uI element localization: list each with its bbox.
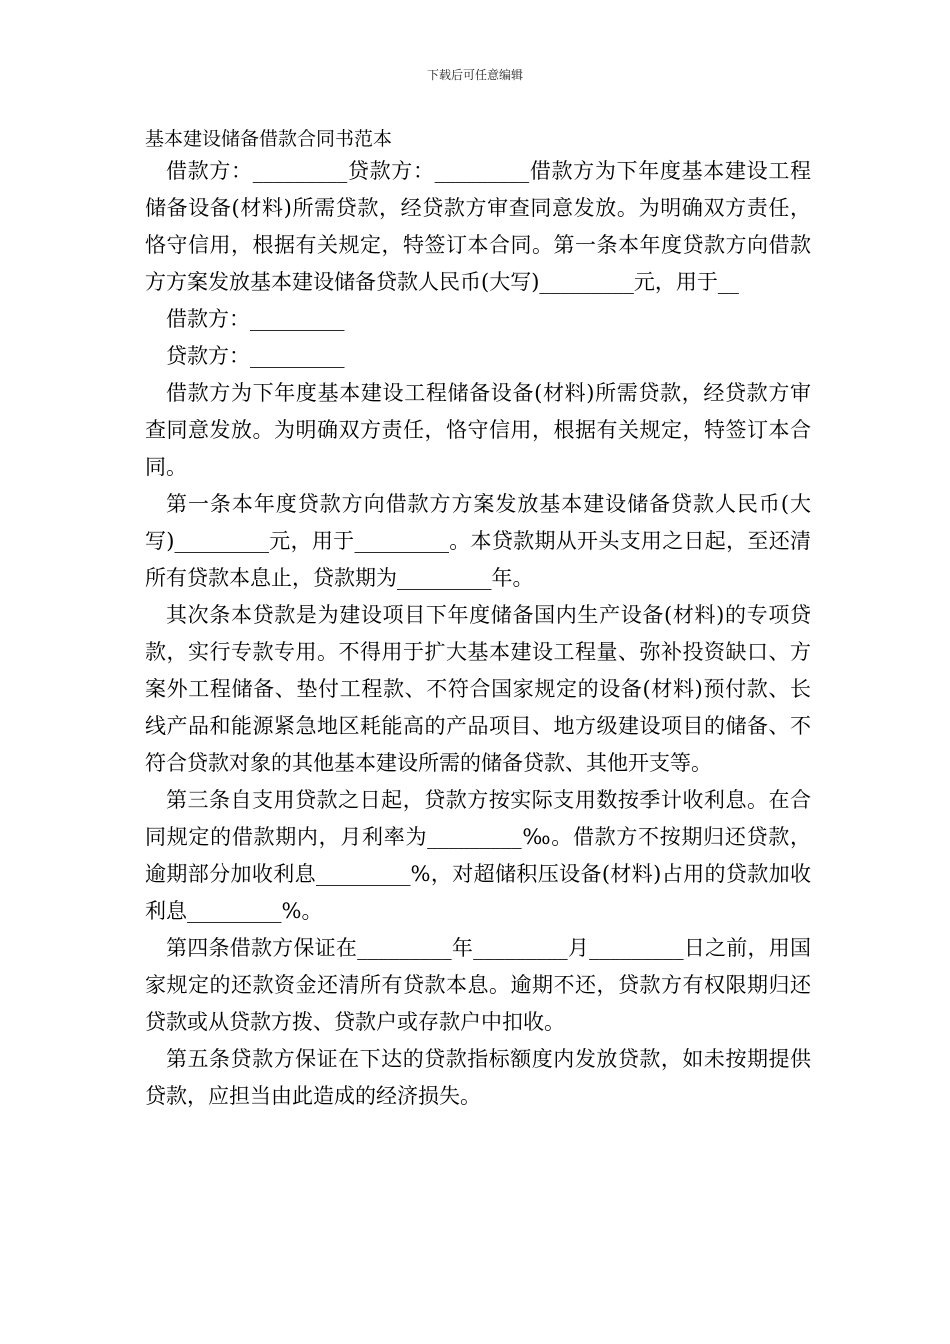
paragraph-article-3: 第三条自支用贷款之日起，贷款方按实际支用数按季计收利息。在合同规定的借款期内，月利率为_________‰。借款方不按期归还贷款，逾期部分加收利息_________%，对超储积压设备(材料)占用的贷款加收利息_________%。 [145,788,811,923]
paragraph-borrower: 借款方：_________ [166,307,345,331]
document-body [145,153,811,1115]
paragraph-article-5: 第五条贷款方保证在下达的贷款指标额度内发放贷款，如未按期提供贷款，应担当由此造成的经济损失。 [145,1047,811,1108]
document-title: 基本建设储备借款合同书范本 [145,128,393,150]
paragraph-purpose: 借款方为下年度基本建设工程储备设备(材料)所需贷款，经贷款方审查同意发放。为明确双方责任，恪守信用，根据有关规定，特签订本合同。 [145,381,811,479]
paragraph-lender: 贷款方：_________ [166,344,345,368]
paragraph-article-4: 第四条借款方保证在_________年_________月_________日之前，用国家规定的还款资金还清所有贷款本息。逾期不还，贷款方有权限期归还贷款或从贷款方拨、贷款户或存款户中扣收。 [145,936,811,1034]
paragraph-article-2: 其次条本贷款是为建设项目下年度储备国内生产设备(材料)的专项贷款，实行专款专用。不得用于扩大基本建设工程量、弥补投资缺口、方案外工程储备、垫付工程款、不符合国家规定的设备(材料)预付款、长线产品和能源紧急地区耗能高的产品项目、地方级建设项目的储备、不符合贷款对象的其他基本建设所需的储备贷款、其他开支等。 [145,603,811,775]
header-note: 下载后可任意编辑 [426,68,523,82]
paragraph-intro: 借款方：_________贷款方：_________借款方为下年度基本建设工程储备设备(材料)所需贷款，经贷款方审查同意发放。为明确双方责任，恪守信用，根据有关规定，特签订本合同。第一条本年度贷款方向借款方方案发放基本建设储备贷款人民币(大写)_________元，用于__ [145,159,811,294]
paragraph-article-1: 第一条本年度贷款方向借款方方案发放基本建设储备贷款人民币(大写)_________元，用于_________。本贷款期从开头支用之日起，至还清所有贷款本息止，贷款期为_________年。 [145,492,811,590]
